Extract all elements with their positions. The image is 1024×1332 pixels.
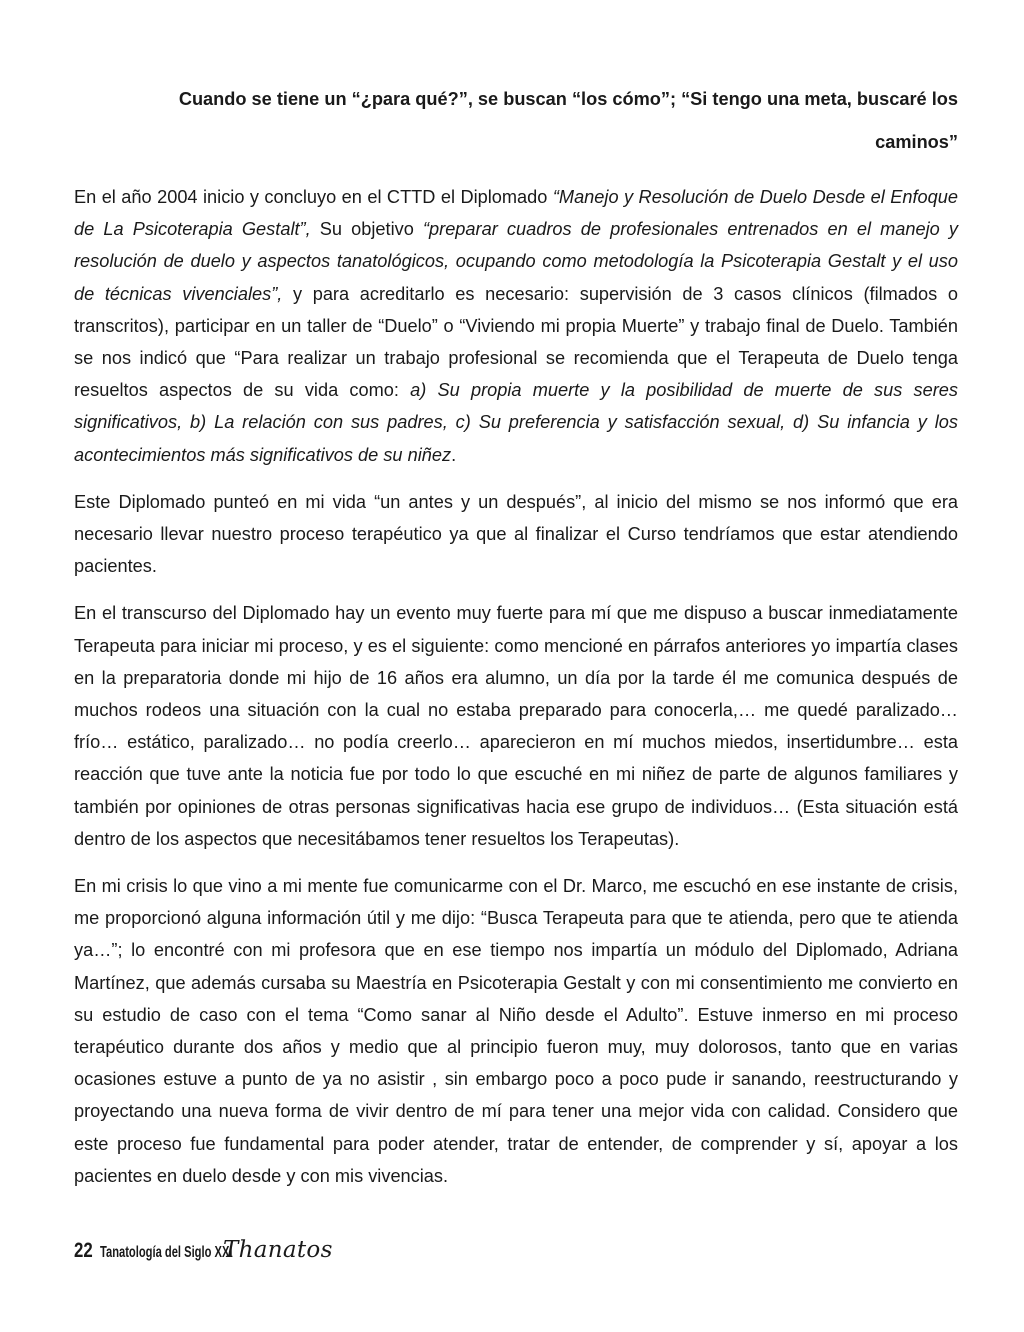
paragraph-1-text-a: En el año 2004 inicio y concluyo en el CTTD el Diplomado (74, 187, 553, 207)
paragraph-1-text-d: . (451, 444, 457, 465)
paragraph-4: En mi crisis lo que vino a mi mente fue comunicarme con el Dr. Marco, me escuchó en ese instante de crisis, me proporcionó alguna información útil y me dijo: “Busca Terapeuta para que te atienda, pero que te atienda ya…”; lo encontré con mi profesora que en ese tiempo nos impartía un módulo del Diplomado, Adriana Martínez, que además cursaba su Maestría en Psicoterapia Gestalt y con mi consentimiento me convierto en su estudio de caso con el tema “Como sanar al Niño desde el Adulto”. Estuve inmerso en mi proceso terapéutico durante dos años y medio que al principio fueron muy, muy dolorosos, tanto que en varias ocasiones estuve a punto de ya no asistir , sin embargo poco a poco pude ir sanando, reestructurando y proyectando una nueva forma de vivir dentro de mí para tener una mejor vida con calidad. Considero que este proceso fue fundamental para poder atender, tratar de entender, de comprender y sí, apoyar a los pacientes en duelo desde y con mis vivencias. (74, 876, 958, 1186)
epigraph (74, 78, 958, 164)
page-body (74, 78, 958, 1192)
publication-name: Tanatología del Siglo XXI (100, 1244, 233, 1261)
paragraph-1-italic-diploma-title: “Manejo y Resolución de Duelo Desde el Enfoque de La Psicoterapia Gestalt”, (74, 187, 959, 240)
paragraph-1-italic-objective: “preparar cuadros de profesionales entrenados en el manejo y resolución de duelo y aspectos tanatológicos, ocupando como metodología la Psicoterapia Gestalt y el uso de técnicas vivenciales”, (74, 219, 959, 304)
paragraph-1-italic-aspects-list: a) Su propia muerte y la posibilidad de muerte de sus seres significativos, b) La relación con sus padres, c) Su preferencia y satisfacción sexual, d) Su infancia y los acontecimientos más significativos de su niñez (74, 380, 958, 465)
epigraph-line-2: caminos” (875, 132, 958, 152)
paragraph-1-text-c: y para acreditarlo es necesario: supervisión de 3 casos clínicos (filmados o transcritos), participar en un taller de “Duelo” o “Viviendo mi propia Muerte” y trabajo final de Duelo. También se nos indicó que “Para realizar un trabajo profesional se recomienda que el Terapeuta de Duelo tenga resueltos aspectos de su vida como: (74, 283, 958, 401)
epigraph-line-1: Cuando se tiene un “¿para qué?”, se buscan “los cómo”; “Si tengo una meta, buscaré los (178, 89, 958, 109)
thanatos-logo: Thanatos (223, 1237, 333, 1263)
paragraph-3: En el transcurso del Diplomado hay un evento muy fuerte para mí que me dispuso a buscar inmediatamente Terapeuta para iniciar mi proceso, y es el siguiente: como mencioné en párrafos anteriores yo impartía clases en la preparatoria donde mi hijo de 16 años era alumno, un día por la tarde él me comunica después de muchos rodeos una situación con la cual no estaba preparado para conocerla,… me quedé paralizado… frío… estático, paralizado… no podía creerlo… aparecieron en mí muchos miedos, insertidumbre… esta reacción que tuve ante la noticia fue por todo lo que escuché en mi niñez de parte de algunos familiares y también por opiniones de otras personas significativas hacia ese grupo de individuos… (Esta situación está dentro de los aspectos que necesitábamos tener resueltos los Terapeutas). (74, 603, 958, 849)
paragraph-1 (74, 181, 958, 471)
page-number: 22 (74, 1239, 93, 1262)
paragraph-1-text-b: Su objetivo (310, 219, 423, 240)
page-footer (74, 1237, 333, 1277)
paragraph-2: Este Diplomado punteó en mi vida “un antes y un después”, al inicio del mismo se nos informó que era necesario llevar nuestro proceso terapéutico ya que al finalizar el Curso tendríamos que estar atendiendo pacientes. (74, 491, 958, 577)
